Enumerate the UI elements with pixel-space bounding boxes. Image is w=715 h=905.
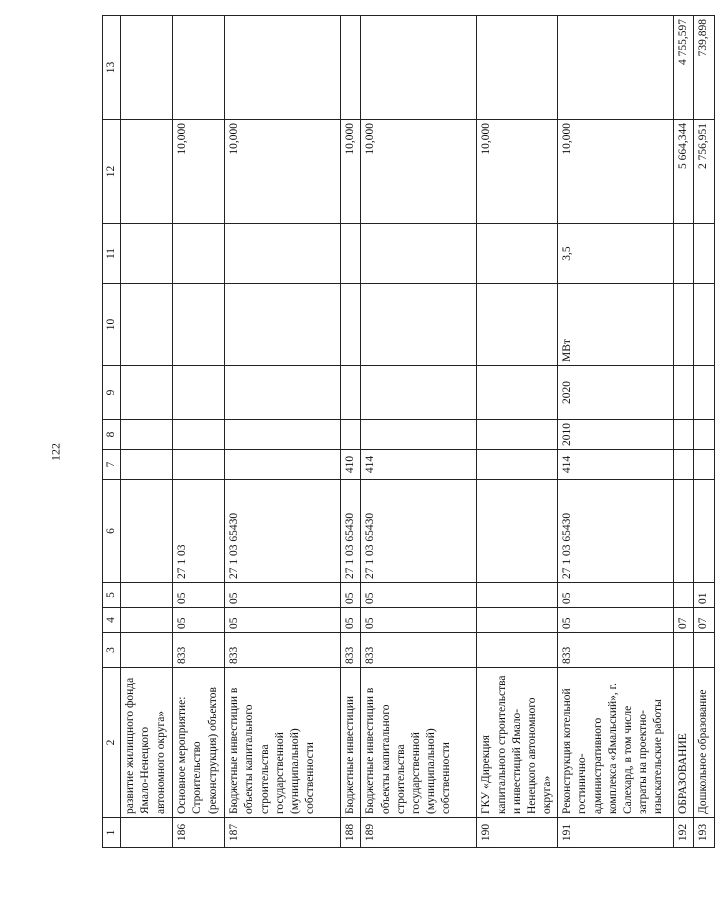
table-cell-col-3 (477, 633, 558, 668)
table-cell-col-8 (477, 420, 558, 450)
table-cell-col-12: 10,000 (225, 120, 341, 224)
table-cell-col-4 (477, 608, 558, 633)
table-cell-col-3: 833 (225, 633, 341, 668)
table-cell-col-10: МВт (558, 284, 674, 366)
table-cell-col-6: 27 1 03 65430 (558, 480, 674, 583)
table-cell-col-3: 833 (173, 633, 225, 668)
table-cell-col-8 (694, 420, 714, 450)
table-cell-col-2: Бюджетные инвестиции (341, 668, 361, 818)
table-cell-col-6 (674, 480, 694, 583)
table-cell-col-11 (173, 224, 225, 284)
table-cell-col-7: 410 (341, 450, 361, 480)
table-cell-col-13 (361, 16, 477, 120)
table-cell-col-13 (225, 16, 341, 120)
table-cell-col-12: 10,000 (558, 120, 674, 224)
table-cell-col-8 (361, 420, 477, 450)
table-cell-col-12: 10,000 (477, 120, 558, 224)
table-cell-col-7 (477, 450, 558, 480)
table-cell-col-6: 27 1 03 (173, 480, 225, 583)
table-cell-col-11 (341, 224, 361, 284)
header-cell: 11 (103, 224, 121, 284)
table-cell-col-9 (225, 366, 341, 420)
table-cell-col-7: 414 (361, 450, 477, 480)
header-cell: 6 (103, 480, 121, 583)
table-cell-col-9 (121, 366, 173, 420)
table-cell-col-5: 05 (361, 583, 477, 608)
table-cell-col-9 (361, 366, 477, 420)
table-cell-col-3: 833 (341, 633, 361, 668)
table-cell-col-9 (341, 366, 361, 420)
table-cell-col-7 (694, 450, 714, 480)
table-cell-col-11: 3,5 (558, 224, 674, 284)
table-header-row (103, 16, 121, 848)
table-cell-col-10 (341, 284, 361, 366)
table-cell-col-3 (694, 633, 714, 668)
table-cell-col-6 (121, 480, 173, 583)
table-cell-col-5: 05 (341, 583, 361, 608)
table-cell-col-11 (674, 224, 694, 284)
table-cell-col-9: 2020 (558, 366, 674, 420)
table-row (361, 16, 477, 848)
table-cell-col-11 (225, 224, 341, 284)
table-cell-col-4: 05 (225, 608, 341, 633)
table-cell-col-12 (121, 120, 173, 224)
table-cell-col-3 (674, 633, 694, 668)
table-row (674, 16, 694, 848)
table-row (694, 16, 714, 848)
table-cell-col-9 (674, 366, 694, 420)
table-cell-col-12: 10,000 (341, 120, 361, 224)
table-cell-col-2: Дошкольное образование (694, 668, 714, 818)
table-cell-col-1: 187 (225, 818, 341, 848)
table-cell-col-4: 07 (674, 608, 694, 633)
table-cell-col-9 (173, 366, 225, 420)
table-cell-col-4: 05 (341, 608, 361, 633)
table-cell-col-13: 739,898 (694, 16, 714, 120)
table-cell-col-2: Реконструкция котельной гостинично-административного комплекса «Ямальский», г. Салехард, в том числе затраты на проектно-изыскательские работы (558, 668, 674, 818)
table-cell-col-12: 10,000 (361, 120, 477, 224)
table-row (225, 16, 341, 848)
header-cell: 4 (103, 608, 121, 633)
table-cell-col-1: 193 (694, 818, 714, 848)
header-cell: 10 (103, 284, 121, 366)
table-cell-col-1 (121, 818, 173, 848)
table-cell-col-12: 10,000 (173, 120, 225, 224)
table-cell-col-3: 833 (361, 633, 477, 668)
table-cell-col-2: развитие жилищного фонда Ямало-Ненецкого автономного округа» (121, 668, 173, 818)
table-cell-col-1: 191 (558, 818, 674, 848)
table-cell-col-6 (477, 480, 558, 583)
table-row (477, 16, 558, 848)
table-cell-col-7 (173, 450, 225, 480)
table-cell-col-4: 05 (558, 608, 674, 633)
table-cell-col-13 (558, 16, 674, 120)
table-row (173, 16, 225, 848)
table-cell-col-11 (121, 224, 173, 284)
header-cell: 8 (103, 420, 121, 450)
header-cell: 2 (103, 668, 121, 818)
table-cell-col-13: 4 755,597 (674, 16, 694, 120)
table-cell-col-7 (121, 450, 173, 480)
table-cell-col-9 (694, 366, 714, 420)
table-cell-col-6: 27 1 03 65430 (341, 480, 361, 583)
table-cell-col-3 (121, 633, 173, 668)
table-cell-col-1: 189 (361, 818, 477, 848)
table-cell-col-8 (674, 420, 694, 450)
table-cell-col-8 (121, 420, 173, 450)
table-cell-col-13 (121, 16, 173, 120)
table-cell-col-10 (361, 284, 477, 366)
table-cell-col-8 (341, 420, 361, 450)
table-cell-col-5: 05 (173, 583, 225, 608)
table-cell-col-4: 07 (694, 608, 714, 633)
table-cell-col-10 (674, 284, 694, 366)
table-cell-col-8 (225, 420, 341, 450)
table-cell-col-5 (121, 583, 173, 608)
table-cell-col-6: 27 1 03 65430 (361, 480, 477, 583)
table-cell-col-7 (674, 450, 694, 480)
table-cell-col-13 (173, 16, 225, 120)
table-cell-col-13 (477, 16, 558, 120)
table-cell-col-12: 2 756,951 (694, 120, 714, 224)
table-cell-col-1: 190 (477, 818, 558, 848)
table-cell-col-7: 414 (558, 450, 674, 480)
header-cell: 7 (103, 450, 121, 480)
table-cell-col-4: 05 (173, 608, 225, 633)
header-cell: 13 (103, 16, 121, 120)
table-cell-col-2: ОБРАЗОВАНИЕ (674, 668, 694, 818)
table-cell-col-6: 27 1 03 65430 (225, 480, 341, 583)
table-cell-col-7 (225, 450, 341, 480)
table-cell-col-6 (694, 480, 714, 583)
table-cell-col-11 (477, 224, 558, 284)
table-cell-col-10 (477, 284, 558, 366)
table-cell-col-1: 188 (341, 818, 361, 848)
table-cell-col-4 (121, 608, 173, 633)
table-cell-col-2: Бюджетные инвестиции в объекты капитального строительства государственной (муниципальной) собственности (361, 668, 477, 818)
table-cell-col-5 (674, 583, 694, 608)
header-cell: 9 (103, 366, 121, 420)
table-cell-col-2: ГКУ «Дирекция капитального строительства и инвестиций Ямало-Ненецкого автономного округа» (477, 668, 558, 818)
table-cell-col-3: 833 (558, 633, 674, 668)
table-cell-col-1: 186 (173, 818, 225, 848)
table-cell-col-5: 05 (558, 583, 674, 608)
table-cell-col-2: Бюджетные инвестиции в объекты капитального строительства государственной (муниципальной) собственности (225, 668, 341, 818)
table-cell-col-13 (341, 16, 361, 120)
table-cell-col-12: 5 664,344 (674, 120, 694, 224)
table-cell-col-5 (477, 583, 558, 608)
table-body (121, 16, 714, 848)
table-row (341, 16, 361, 848)
header-cell: 5 (103, 583, 121, 608)
header-cell: 12 (103, 120, 121, 224)
table-cell-col-1: 192 (674, 818, 694, 848)
table-cell-col-9 (477, 366, 558, 420)
table-cell-col-10 (121, 284, 173, 366)
budget-table (102, 15, 715, 848)
table-row (121, 16, 173, 848)
table-cell-col-2: Основное мероприятие: Строительство (реконструкция) объектов (173, 668, 225, 818)
rotated-table-container (102, 16, 710, 848)
table-cell-col-10 (173, 284, 225, 366)
table-cell-col-5: 01 (694, 583, 714, 608)
table-cell-col-11 (694, 224, 714, 284)
page-number-text: 122 (48, 443, 63, 461)
header-cell: 1 (103, 818, 121, 848)
table-row (558, 16, 674, 848)
table-cell-col-10 (694, 284, 714, 366)
table-cell-col-5: 05 (225, 583, 341, 608)
table-cell-col-4: 05 (361, 608, 477, 633)
table-cell-col-8 (173, 420, 225, 450)
table-cell-col-11 (361, 224, 477, 284)
header-cell: 3 (103, 633, 121, 668)
table-cell-col-10 (225, 284, 341, 366)
table-cell-col-8: 2010 (558, 420, 674, 450)
